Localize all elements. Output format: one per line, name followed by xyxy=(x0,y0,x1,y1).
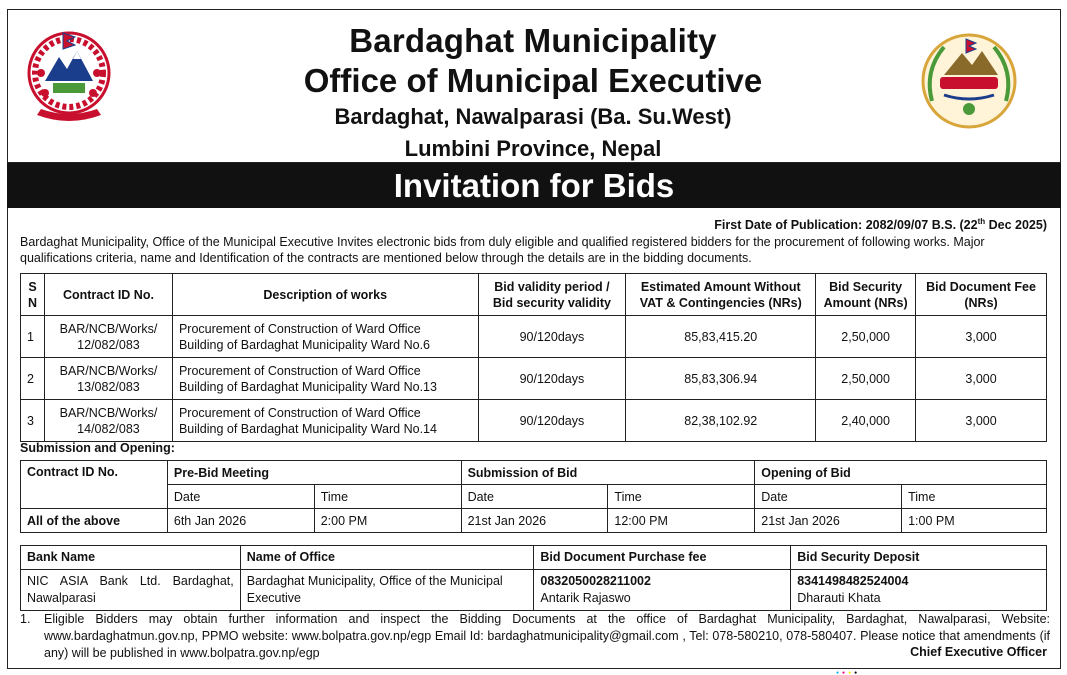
row-amount: 82,38,102.92 xyxy=(626,400,816,442)
row-validity: 90/120days xyxy=(478,316,626,358)
row-description xyxy=(172,400,478,442)
submission-time: 12:00 PM xyxy=(608,509,755,533)
row-description-line1: Procurement of Construction of Ward Office xyxy=(178,321,421,336)
intro-paragraph: Bardaghat Municipality, Office of the Municipal Executive Invites electronic bids from duly eligible and qualified registered bidders for the procurement of following works. Major qualifications criteria, name and Identification of the contracts are mentioned below through the details are in the bidding documents. xyxy=(20,235,985,265)
submission-table xyxy=(20,460,1047,533)
submission-header-row xyxy=(21,461,1047,485)
print-registration-marks: ●●●● xyxy=(836,670,861,675)
row-security: 2,50,000 xyxy=(816,316,916,358)
col-sn-line1: S xyxy=(28,279,37,294)
col-validity-line2: Bid security validity xyxy=(492,295,611,310)
purchase-fee-account xyxy=(534,570,791,611)
row-sn: 1 xyxy=(21,316,45,358)
purchase-account-name: Antarik Rajaswo xyxy=(540,591,631,605)
row-contract-id-line2: 12/082/083 xyxy=(77,337,140,352)
row-security: 2,50,000 xyxy=(816,358,916,400)
submission-row-label: All of the above xyxy=(21,509,168,533)
publication-date-sup: th xyxy=(977,217,986,226)
bank-header-row xyxy=(21,546,1047,570)
opening-time-label: Time xyxy=(902,485,1047,509)
submission-heading: Submission and Opening: xyxy=(20,441,175,455)
header xyxy=(7,9,1061,163)
office-name: Office of Municipal Executive xyxy=(303,62,763,99)
col-fee-line2: (NRs) xyxy=(964,295,998,310)
prebid-time-label: Time xyxy=(314,485,461,509)
row-description-line1: Procurement of Construction of Ward Office xyxy=(178,405,421,420)
footnote-number: 1. xyxy=(20,612,31,626)
row-contract-id xyxy=(44,358,172,400)
signatory: Chief Executive Officer xyxy=(910,645,1047,659)
page-title: Invitation for Bids xyxy=(7,163,1061,208)
row-security: 2,40,000 xyxy=(816,400,916,442)
security-deposit-label: Bid Security Deposit xyxy=(791,546,1047,570)
row-description-line2: Building of Bardaghat Municipality Ward No.6 xyxy=(178,337,430,352)
footnote-text: Eligible Bidders may obtain further information and inspect the Bidding Documents at the office of Bardaghat Municipality, Bardaghat, Nawalparasi, Website: www.bardaghatmun.gov.np, PPMO website: www.bolpatra.gov.np/egp Email Id: bardaghatmunicipality@gmail.com , Tel: 078-580210, 078-580407. Please notice that amendments (if any) will be published in www.bolpatra.gov.np/egp xyxy=(44,612,1050,660)
purchase-account-number: 0832050028211002 xyxy=(540,574,651,588)
col-contract-id: Contract ID No. xyxy=(44,274,172,316)
row-fee: 3,000 xyxy=(916,400,1047,442)
prebid-time: 2:00 PM xyxy=(314,509,461,533)
table-row xyxy=(21,316,1047,358)
security-deposit-account xyxy=(791,570,1047,611)
prebid-label: Pre-Bid Meeting xyxy=(167,461,461,485)
opening-time: 1:00 PM xyxy=(902,509,1047,533)
row-contract-id-line1: BAR/NCB/Works/ xyxy=(59,363,158,378)
row-validity: 90/120days xyxy=(478,400,626,442)
col-security-line2: Amount (NRs) xyxy=(823,295,908,310)
col-sn-line2: N xyxy=(27,295,37,310)
office-label: Name of Office xyxy=(240,546,534,570)
works-table xyxy=(20,273,1047,442)
purchase-fee-label: Bid Document Purchase fee xyxy=(534,546,791,570)
row-contract-id xyxy=(44,400,172,442)
submission-date-label: Date xyxy=(461,485,608,509)
office-name-value: Bardaghat Municipality, Office of the Municipal Executive xyxy=(240,570,534,611)
footnote xyxy=(20,611,1050,662)
col-validity xyxy=(478,274,626,316)
org-name: Bardaghat Municipality xyxy=(349,22,717,59)
row-fee: 3,000 xyxy=(916,316,1047,358)
row-contract-id-line1: BAR/NCB/Works/ xyxy=(59,405,158,420)
bank-name: NIC ASIA Bank Ltd. Bardaghat, Nawalparasi xyxy=(21,570,241,611)
col-description: Description of works xyxy=(172,274,478,316)
row-contract-id-line2: 13/082/083 xyxy=(77,379,140,394)
table-header-row xyxy=(21,274,1047,316)
table-row xyxy=(21,358,1047,400)
row-amount: 85,83,415.20 xyxy=(626,316,816,358)
row-description-line1: Procurement of Construction of Ward Office xyxy=(178,363,421,378)
submission-data-row xyxy=(21,509,1047,533)
table-row xyxy=(21,400,1047,442)
submission-subheader-row xyxy=(21,485,1047,509)
publication-date-tail: Dec 2025) xyxy=(985,218,1047,233)
deposit-account-number: 8341498482524004 xyxy=(797,574,909,588)
bank-table xyxy=(20,545,1047,611)
submission-date: 21st Jan 2026 xyxy=(461,509,608,533)
row-description xyxy=(172,316,478,358)
col-fee xyxy=(916,274,1047,316)
row-sn: 2 xyxy=(21,358,45,400)
deposit-account-name: Dharauti Khata xyxy=(797,591,881,605)
col-security xyxy=(816,274,916,316)
row-description-line2: Building of Bardaghat Municipality Ward No.14 xyxy=(178,421,437,436)
submission-label: Submission of Bid xyxy=(461,461,755,485)
row-description xyxy=(172,358,478,400)
row-contract-id-line2: 14/082/083 xyxy=(77,421,140,436)
col-validity-line1: Bid validity period / xyxy=(494,279,610,294)
row-validity: 90/120days xyxy=(478,358,626,400)
row-contract-id-line1: BAR/NCB/Works/ xyxy=(59,321,158,336)
col-amount xyxy=(626,274,816,316)
opening-label: Opening of Bid xyxy=(755,461,1047,485)
opening-date-label: Date xyxy=(755,485,902,509)
col-amount-line2: VAT & Contingencies (NRs) xyxy=(639,295,802,310)
row-contract-id xyxy=(44,316,172,358)
submission-time-label: Time xyxy=(608,485,755,509)
prebid-date-label: Date xyxy=(167,485,314,509)
col-fee-line1: Bid Document Fee xyxy=(926,279,1036,294)
row-description-line2: Building of Bardaghat Municipality Ward No.13 xyxy=(178,379,437,394)
col-amount-line1: Estimated Amount Without xyxy=(640,279,801,294)
opening-date: 21st Jan 2026 xyxy=(755,509,902,533)
prebid-date: 6th Jan 2026 xyxy=(167,509,314,533)
bank-name-label: Bank Name xyxy=(21,546,241,570)
bank-data-row xyxy=(21,570,1047,611)
publication-date xyxy=(714,217,1047,232)
col-security-line1: Bid Security xyxy=(829,279,903,294)
nepal-emblem-logo xyxy=(23,23,115,133)
row-fee: 3,000 xyxy=(916,358,1047,400)
row-amount: 85,83,306.94 xyxy=(626,358,816,400)
col-sn xyxy=(21,274,45,316)
submission-contract-id-label: Contract ID No. xyxy=(21,461,168,509)
bardaghat-municipality-logo xyxy=(914,31,1024,131)
province: Lumbini Province, Nepal xyxy=(404,136,662,161)
row-sn: 3 xyxy=(21,400,45,442)
publication-date-text: First Date of Publication: 2082/09/07 B.S. (22 xyxy=(714,218,978,233)
address: Bardaghat, Nawalparasi (Ba. Su.West) xyxy=(334,104,732,129)
